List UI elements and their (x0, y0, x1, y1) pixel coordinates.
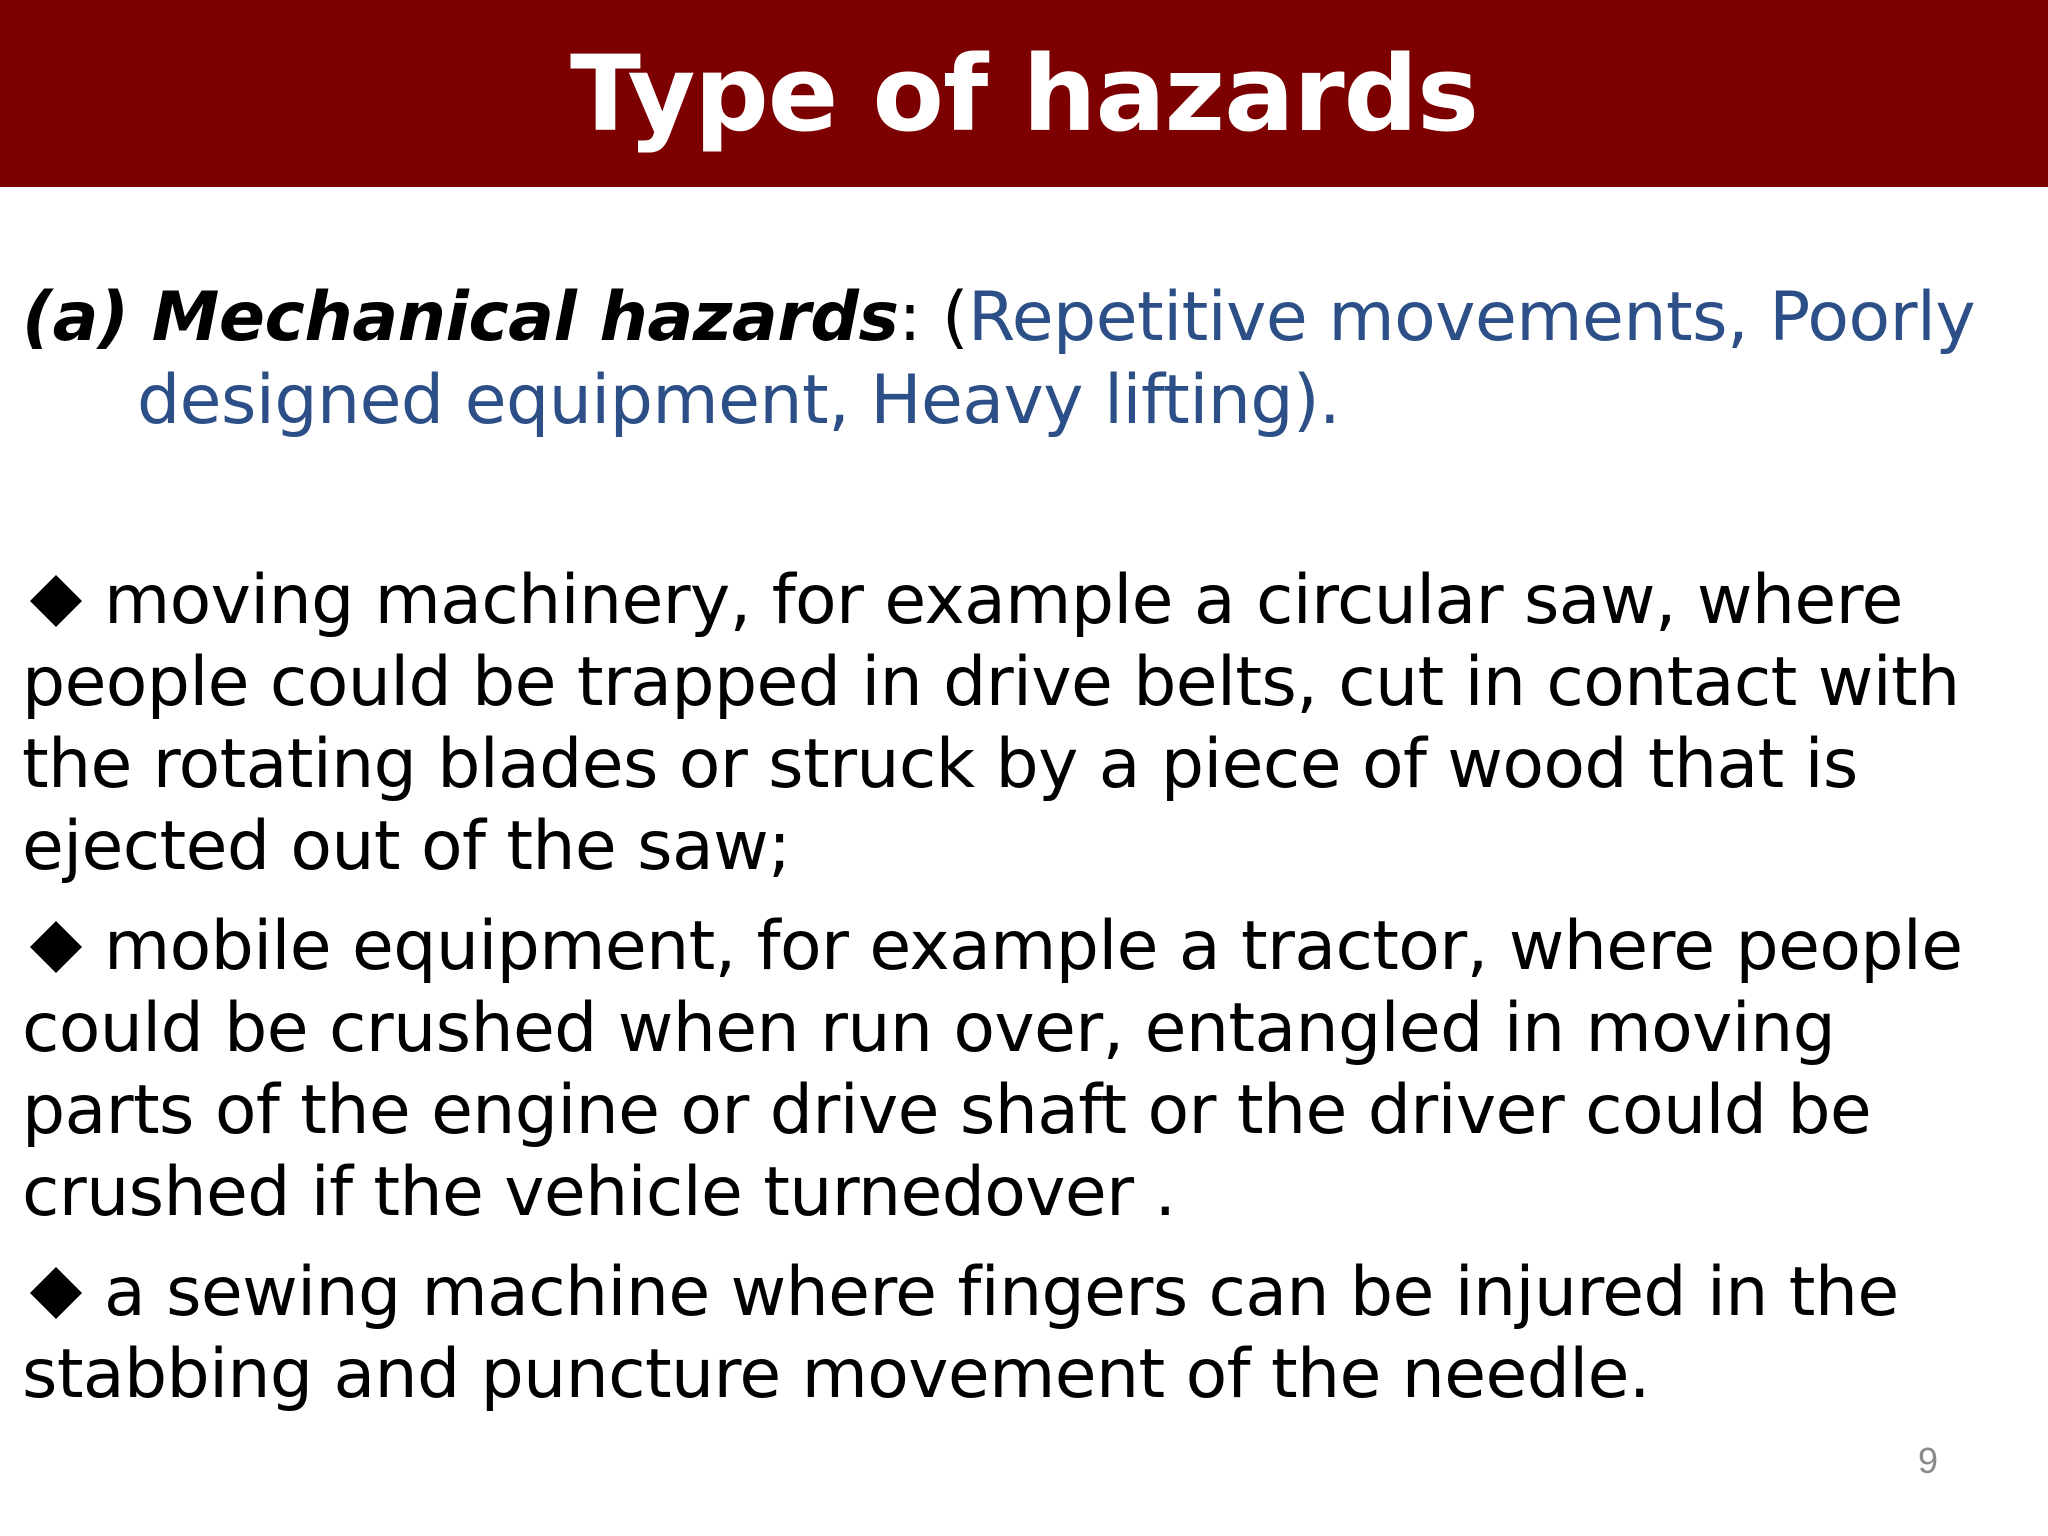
diamond-bullet-icon (30, 1267, 82, 1319)
diamond-bullet-icon (30, 575, 82, 627)
bullet-text: moving machinery, for example a circular saw, where people could be trapped in drive belts, cut in contact with the rotating blades or struck by a piece of wood that is ejected out of the saw; (22, 561, 1960, 886)
bullet-item (22, 906, 2027, 1234)
title-bar (0, 0, 2048, 187)
heading-causes-line1: Repetitive movements, Poorly (968, 278, 1976, 357)
bullet-text: mobile equipment, for example a tractor, where people could be crushed when run over, entangled in moving parts of the engine or drive shaft or the driver could be crushed if the vehicle turnedover . (22, 907, 1963, 1232)
bullet-text: a sewing machine where fingers can be injured in the stabbing and puncture movement of the needle. (22, 1253, 1899, 1414)
bullet-list (22, 560, 2027, 1434)
heading-open-paren: ( (920, 278, 969, 357)
diamond-bullet-icon (30, 921, 82, 973)
bullet-item (22, 1252, 2027, 1416)
heading-causes-line2: designed equipment, Heavy lifting). (137, 361, 1341, 440)
heading-colon: : (898, 278, 921, 357)
page-number: 9 (1918, 1440, 1939, 1481)
bullet-item (22, 560, 2027, 888)
heading-prefix: (a) Mechanical hazards (22, 278, 899, 357)
section-heading (22, 276, 2022, 442)
slide-title: Type of hazards (569, 32, 1479, 155)
